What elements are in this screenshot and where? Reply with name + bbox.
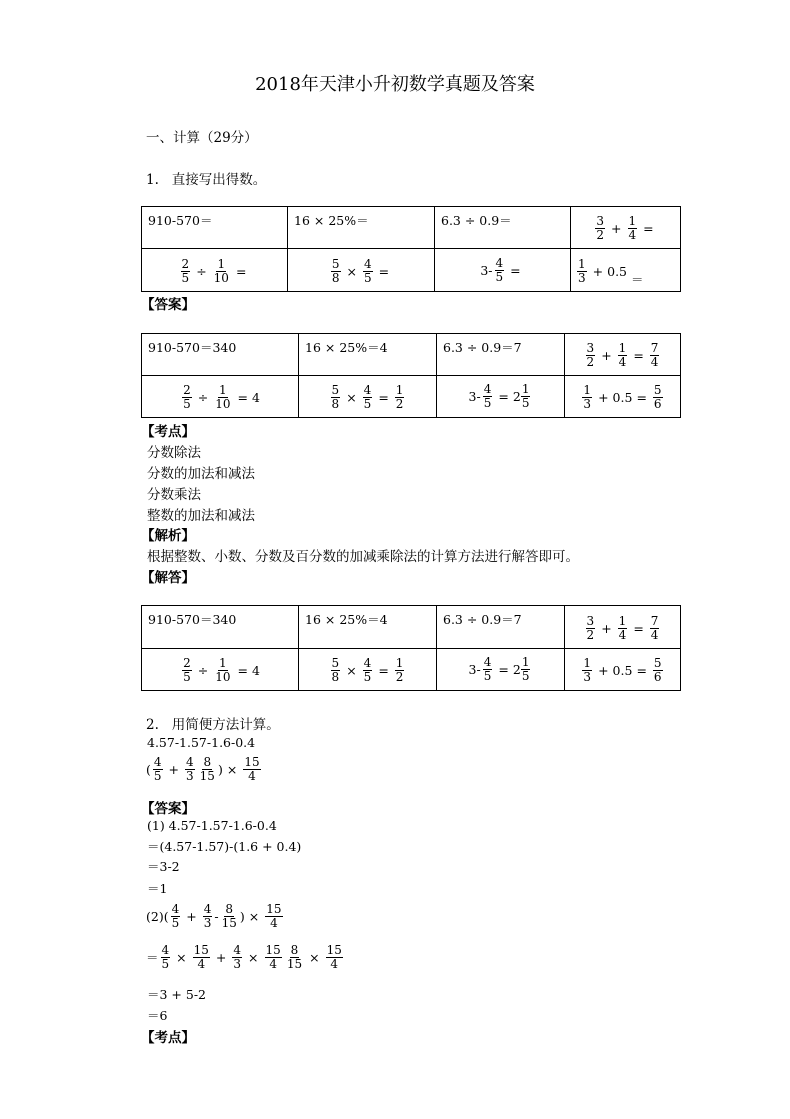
cell: 1 3 + 0.5 ＝ xyxy=(571,249,681,292)
cell: 3 2 + $\frac{1}{4}$ = $\frac{7}{4}$ xyxy=(565,606,681,649)
cell-text: 6.3 ÷ 0.9＝7 xyxy=(443,612,522,627)
cell: 3 - $\frac{4}{5}$ = 2 1 5 xyxy=(437,376,565,418)
cell-text: 16 × 25%＝ xyxy=(294,213,369,228)
solution-line: ＝1 xyxy=(147,881,168,896)
solution-line: ＝3 + 5-2 xyxy=(147,987,207,1002)
solution-line: ＝(4.57-1.57)-(1.6 + 0.4) xyxy=(147,839,302,854)
cell-text: 910-570＝ xyxy=(148,213,213,228)
cell xyxy=(142,207,288,249)
section-heading: 一、计算（29分） xyxy=(146,130,258,146)
cell: 3 - $\frac{4}{5}$ = xyxy=(435,249,571,292)
fraction: 3 2 xyxy=(596,214,605,242)
cell xyxy=(437,334,565,376)
fraction: $\frac{1}{4}$ xyxy=(628,214,637,242)
jiexi-tag: 【解析】 xyxy=(141,528,195,544)
kaodian-item: 整数的加法和减法 xyxy=(147,508,255,524)
cell xyxy=(288,207,435,249)
kaodian-item: 分数乘法 xyxy=(147,487,201,503)
cell: $\frac{5}{8}$ × $\frac{4}{5}$ = $\frac{1}{2}$ xyxy=(299,376,437,418)
solution-line: (1) 4.57-1.57-1.6-0.4 xyxy=(147,818,277,833)
cell: $\frac{5}{8}$ × $\frac{4}{5}$ = xyxy=(288,249,435,292)
answer-tag: 【答案】 xyxy=(141,297,195,313)
cell: $\frac{2}{5}$ ÷ $\frac{1}{10}$ = xyxy=(142,249,288,292)
cell xyxy=(299,334,437,376)
answer-tag-2: 【答案】 xyxy=(141,801,195,817)
cell-text: 910-570＝340 xyxy=(148,340,237,355)
jiexi-text: 根据整数、小数、分数及百分数的加减乘除法的计算方法进行解答即可。 xyxy=(147,549,579,565)
solution-line: ＝3-2 xyxy=(147,859,180,874)
cell: 3 - $\frac{4}{5}$ = 2 1 5 xyxy=(437,649,565,691)
cell-text: 16 × 25%＝4 xyxy=(305,340,388,355)
solution-table xyxy=(141,605,681,691)
solution-line: ＝6 xyxy=(147,1008,168,1023)
solution-line-fraction: (2) ( 4 5 + $\frac{4}{3}$ - 8 15 ) × $\frac{15}{4}$ xyxy=(146,902,282,930)
question-2-label: 2. 用简便方法计算。 xyxy=(146,717,280,733)
fraction-expression: 3 2 + $\frac{1}{4}$ = xyxy=(596,214,654,242)
jieda-tag: 【解答】 xyxy=(141,570,195,586)
expression-1: 4.57-1.57-1.6-0.4 xyxy=(147,735,256,750)
cell xyxy=(142,606,299,649)
kaodian-tag-2: 【考点】 xyxy=(141,1030,195,1046)
cell: 1 3 + 0.5 = $\frac{5}{6}$ xyxy=(565,376,681,418)
expression-2: ( 4 5 + $\frac{4}{3}$ 8 15 ) × $\frac{15}{4}$ xyxy=(146,755,260,783)
cell: $\frac{5}{8}$ × $\frac{4}{5}$ = $\frac{1}{2}$ xyxy=(299,649,437,691)
cell xyxy=(142,334,299,376)
cell xyxy=(437,606,565,649)
cell-text: 16 × 25%＝4 xyxy=(305,612,388,627)
cell: 3 2 + $\frac{1}{4}$ = $\frac{7}{4}$ xyxy=(565,334,681,376)
cell xyxy=(571,207,681,249)
answer-table xyxy=(141,333,681,418)
question-1-label: 1. 直接写出得数。 xyxy=(146,172,267,188)
cell: $\frac{2}{5}$ ÷ $\frac{1}{10}$ = 4 xyxy=(142,376,299,418)
kaodian-tag: 【考点】 xyxy=(141,424,195,440)
question-table xyxy=(141,206,681,292)
cell-text: 6.3 ÷ 0.9＝ xyxy=(441,213,512,228)
cell xyxy=(299,606,437,649)
solution-line-fraction: ＝ $\frac{4}{5}$ × $\frac{15}{4}$ + $\frac{4}{3}$ × $\frac{15}{4}$ $\frac{8}{15}$ × $\frac{15}{4}$ xyxy=(146,943,342,971)
page-title: 2018年天津小升初数学真题及答案 xyxy=(255,74,535,95)
cell xyxy=(435,207,571,249)
kaodian-item: 分数除法 xyxy=(147,445,201,461)
kaodian-item: 分数的加法和减法 xyxy=(147,466,255,482)
cell-text: 6.3 ÷ 0.9＝7 xyxy=(443,340,522,355)
cell-text: 910-570＝340 xyxy=(148,612,237,627)
cell: $\frac{2}{5}$ ÷ $\frac{1}{10}$ = 4 xyxy=(142,649,299,691)
cell: 1 3 + 0.5 = $\frac{5}{6}$ xyxy=(565,649,681,691)
